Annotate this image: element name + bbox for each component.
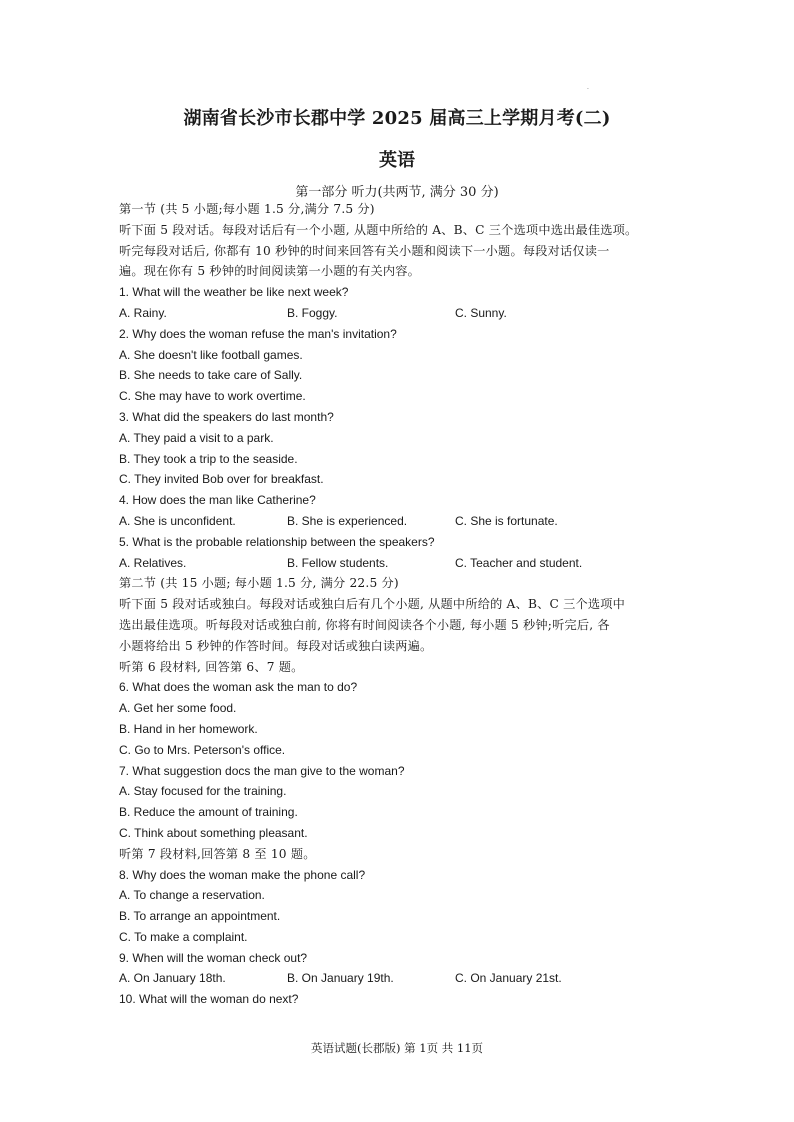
answer-option: B. Hand in her homework. xyxy=(119,721,258,736)
subject-heading: 英语 xyxy=(379,150,415,171)
answer-option: B. Foggy. xyxy=(287,305,338,320)
answer-option: A. She doesn't like football games. xyxy=(119,347,303,362)
instruction-line: 听第 7 段材料,回答第 8 至 10 题。 xyxy=(119,846,316,861)
answer-option: A. She is unconfident. xyxy=(119,513,236,528)
answer-option: C. Sunny. xyxy=(455,305,507,320)
answer-option: A. Stay focused for the training. xyxy=(119,784,287,799)
instruction-line: 小题将给出 5 秒钟的作答时间。每段对话或独白读两遍。 xyxy=(119,638,433,653)
question-line: 2. Why does the woman refuse the man's invitation? xyxy=(119,326,397,341)
page-footer: 英语试题(长郡版) 第 1页 共 11页 xyxy=(310,1041,484,1055)
question-line: 9. When will the woman check out? xyxy=(119,950,308,965)
part-heading: 第一部分 听力(共两节, 满分 30 分) xyxy=(295,185,499,200)
exam-body xyxy=(119,199,679,1010)
answer-option: B. To arrange an appointment. xyxy=(119,909,281,924)
decorative-dot: . xyxy=(587,84,589,91)
instruction-line: 听完每段对话后, 你都有 10 秒钟的时间来回答有关小题和阅读下一小题。每段对话仅读一 xyxy=(119,243,610,258)
question-line: 1. What will the weather be like next week? xyxy=(119,285,349,300)
answer-option: B. On January 19th. xyxy=(287,971,394,986)
option-row xyxy=(119,303,679,324)
exam-title: 湖南省长沙市长郡中学 2025 届高三上学期月考(二) xyxy=(183,108,611,129)
answer-option: C. On January 21st. xyxy=(455,971,562,986)
option-row xyxy=(119,511,679,532)
instruction-line: 遍。现在你有 5 秒钟的时间阅读第一小题的有关内容。 xyxy=(119,264,421,279)
question-line: 3. What did the speakers do last month? xyxy=(119,409,334,424)
answer-option: C. They invited Bob over for breakfast. xyxy=(119,472,324,487)
instruction-line: 选出最佳选项。听每段对话或独白前, 你将有时间阅读各个小题, 每小题 5 秒钟;听完后, 各 xyxy=(119,617,610,632)
question-line: 10. What will the woman do next? xyxy=(119,992,299,1007)
answer-option: B. Reduce the amount of training. xyxy=(119,805,298,820)
answer-option: A. To change a reservation. xyxy=(119,888,265,903)
answer-option: C. She is fortunate. xyxy=(455,513,558,528)
answer-option: C. She may have to work overtime. xyxy=(119,389,306,404)
instruction-line: 听第 6 段材料, 回答第 6、7 题。 xyxy=(119,659,304,674)
answer-option: B. Fellow students. xyxy=(287,555,389,570)
answer-option: B. They took a trip to the seaside. xyxy=(119,451,298,466)
answer-option: B. She is experienced. xyxy=(287,513,408,528)
option-row xyxy=(119,553,679,574)
question-line: 5. What is the probable relationship between the speakers? xyxy=(119,534,435,549)
answer-option: A. On January 18th. xyxy=(119,971,226,986)
answer-option: A. They paid a visit to a park. xyxy=(119,430,274,445)
answer-option: C. Go to Mrs. Peterson's office. xyxy=(119,742,286,757)
question-line: 7. What suggestion docs the man give to the woman? xyxy=(119,763,405,778)
instruction-line: 听下面 5 段对话。每段对话后有一个小题, 从题中所给的 A、B、C 三个选项中选出最佳选项。 xyxy=(119,222,638,237)
question-line: 6. What does the woman ask the man to do? xyxy=(119,680,358,695)
question-line: 4. How does the man like Catherine? xyxy=(119,493,316,508)
option-row xyxy=(119,968,679,989)
answer-option: A. Get her some food. xyxy=(119,701,237,716)
answer-option: C. To make a complaint. xyxy=(119,929,248,944)
answer-option: A. Rainy. xyxy=(119,305,167,320)
answer-option: C. Teacher and student. xyxy=(455,555,583,570)
instruction-line: 听下面 5 段对话或独白。每段对话或独白后有几个小题, 从题中所给的 A、B、C 三个选项中 xyxy=(119,597,626,612)
answer-option: B. She needs to take care of Sally. xyxy=(119,368,303,383)
question-line: 8. Why does the woman make the phone call? xyxy=(119,867,366,882)
instruction-line: 第一节 (共 5 小题;每小题 1.5 分,满分 7.5 分) xyxy=(119,202,375,216)
instruction-line: 第二节 (共 15 小题; 每小题 1.5 分, 满分 22.5 分) xyxy=(119,576,399,591)
answer-option: A. Relatives. xyxy=(119,555,187,570)
answer-option: C. Think about something pleasant. xyxy=(119,825,308,840)
